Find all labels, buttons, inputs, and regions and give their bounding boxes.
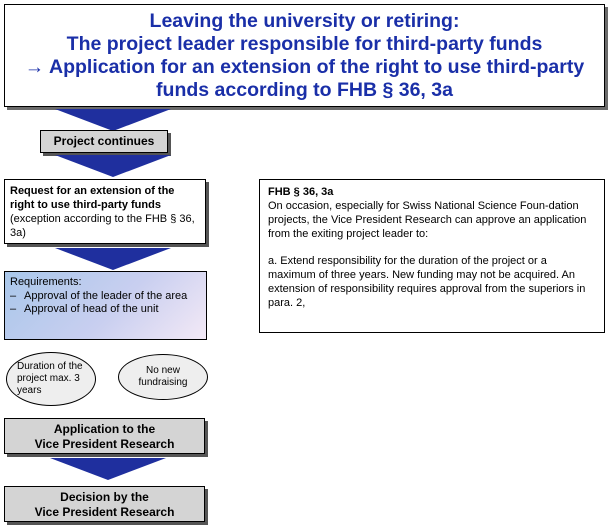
duration-label: Duration of the project max. 3 years: [17, 361, 83, 396]
no-fundraising-ellipse: [118, 354, 208, 400]
title-line-1: Leaving the university or retiring:: [149, 10, 460, 32]
application-line-1: Application to the: [53, 422, 156, 436]
request-title: Request for an extension of the right to use third-party funds: [10, 185, 175, 211]
decision-line-2: Vice President Research: [34, 505, 175, 519]
no-fundraising-label: No new fundraising: [138, 365, 188, 388]
fhb-heading: FHB § 36, 3a: [268, 186, 334, 198]
fhb-paragraph-2: a. Extend responsibility for the duration of the project or a maximum of three years. New funding may not be acquired. An extension of responsibility requires approval from the superiors in para. 2,: [268, 255, 586, 309]
requirements-list: [10, 290, 201, 317]
title-line-2: The project leader responsible for third-party funds: [66, 33, 543, 55]
decision-line-1: Decision by the: [60, 490, 149, 504]
request-note: (exception according to the FHB § 36, 3a): [10, 213, 195, 239]
requirement-item: – Approval of head of the unit: [10, 303, 201, 317]
fhb-paragraph-1: On occasion, especially for Swiss National Science Foun-dation projects, the Vice President Research can approve an application from the exiting project leader to:: [268, 200, 587, 240]
title-line-4: funds according to FHB § 36, 3a: [156, 79, 453, 101]
title-box: [4, 4, 605, 107]
requirement-item: – Approval of the leader of the area: [10, 290, 201, 304]
application-line-2: Vice President Research: [34, 437, 175, 451]
flow-arrow: [50, 458, 166, 482]
application-step: [4, 418, 205, 454]
decision-step: [4, 486, 205, 522]
project-continues-step: [40, 130, 168, 153]
project-continues-label: Project continues: [53, 134, 155, 148]
duration-ellipse: [6, 352, 96, 406]
flow-arrow: [55, 248, 171, 272]
flow-arrow: [55, 155, 171, 179]
requirements-box: [4, 271, 207, 340]
request-step: [4, 179, 206, 244]
title-line-3: → Application for an extension of the right to use third-party: [24, 56, 585, 78]
requirements-heading: Requirements:: [10, 276, 82, 288]
fhb-info-box: [259, 179, 605, 333]
